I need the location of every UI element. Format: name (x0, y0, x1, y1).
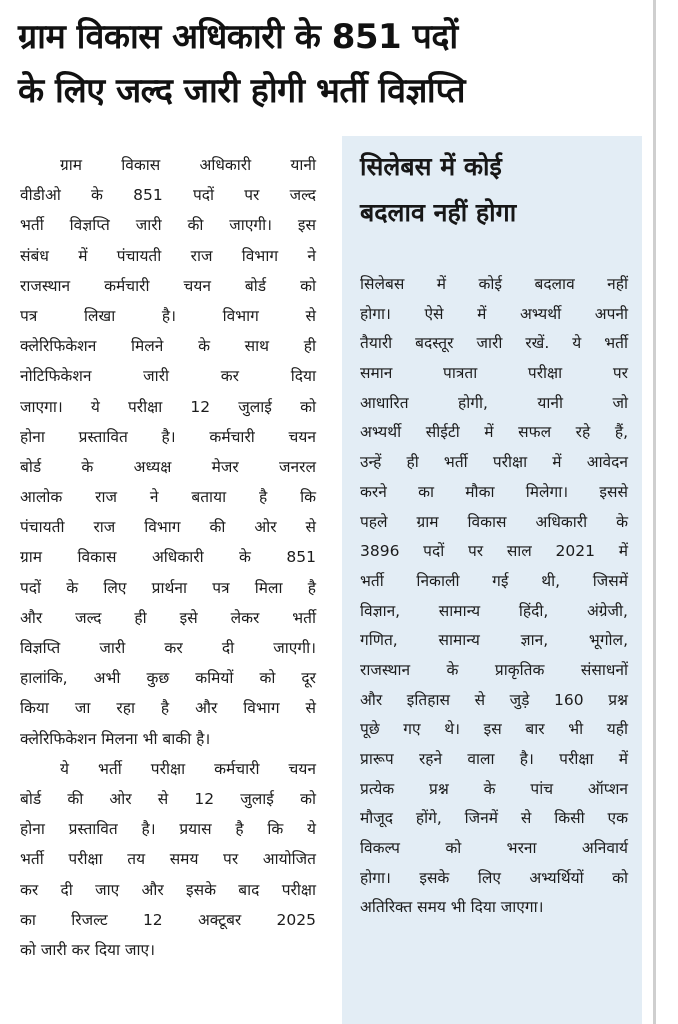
box-line: प्रारूप रहने वाला है। परीक्षा में (360, 750, 628, 768)
box-line: होगा। ऐसे में अभ्यर्थी अपनी (360, 304, 628, 323)
headline-line-2: के लिए जल्द जारी होगी भर्ती विज्ञप्ति (18, 71, 466, 111)
box-line: पूछे गए थे। इस बार भी यही (360, 720, 628, 739)
article-line: बोर्ड की ओर से 12 जुलाई को (20, 789, 316, 808)
box-line: अतिरिक्त समय भी दिया जाएगा। (360, 898, 544, 917)
article-line: को जारी कर दिया जाए। (20, 940, 155, 959)
box-line: पहले ग्राम विकास अधिकारी के (360, 512, 628, 531)
article-line: जाएगा। ये परीक्षा 12 जुलाई को (20, 397, 316, 416)
article-line: ये भर्ती परीक्षा कर्मचारी चयन (60, 759, 316, 778)
article-line: हालांकि, अभी कुछ कमियों को दूर (20, 669, 316, 688)
box-line: मौजूद होंगे, जिनमें से किसी एक (360, 809, 628, 828)
box-title-line-2: बदलाव नहीं होगा (360, 198, 517, 227)
column-divider (653, 0, 656, 1024)
article-line: भर्ती परीक्षा तय समय पर आयोजित (20, 850, 316, 869)
article-line: विज्ञप्ति जारी कर दी जाएगी। (20, 639, 316, 657)
headline (18, 10, 648, 118)
box-line: विज्ञान, सामान्य हिंदी, अंग्रेजी, (360, 601, 628, 620)
box-line: तैयारी बदस्तूर जारी रखें. ये भर्ती (360, 334, 628, 353)
article-line: पंचायती राज विभाग की ओर से (20, 518, 316, 537)
article-line: किया जा रहा है और विभाग से (20, 699, 316, 718)
article-line: राजस्थान कर्मचारी चयन बोर्ड को (20, 276, 316, 295)
box-line: करने का मौका मिलेगा। इससे (360, 482, 628, 501)
box-line: भर्ती निकाली गई थी, जिसमें (360, 571, 628, 590)
box-line: समान पात्रता परीक्षा पर (360, 364, 628, 383)
article-line: भर्ती विज्ञप्ति जारी की जाएगी। इस (20, 216, 316, 235)
article-line: क्लेरिफिकेशन मिलने के साथ ही (20, 337, 316, 356)
article-line: संबंध में पंचायती राज विभाग ने (20, 246, 316, 265)
article-line: आलोक राज ने बताया है कि (20, 488, 316, 507)
article-line: बोर्ड के अध्यक्ष मेजर जनरल (20, 457, 316, 476)
sidebar-box (342, 136, 642, 1024)
box-line: होगा। इसके लिए अभ्यर्थियों को (360, 868, 628, 887)
article-line: पत्र लिखा है। विभाग से (20, 306, 316, 325)
article-line: होना प्रस्तावित है। कर्मचारी चयन (20, 427, 316, 446)
box-line: प्रत्येक प्रश्न के पांच ऑप्शन (360, 779, 628, 798)
article-line: कर दी जाए और इसके बाद परीक्षा (20, 880, 316, 899)
box-line: गणित, सामान्य ज्ञान, भूगोल, (360, 631, 628, 650)
headline-line-1: ग्राम विकास अधिकारी के 851 पदों (18, 17, 458, 57)
article-line: क्लेरिफिकेशन मिलना भी बाकी है। (20, 729, 211, 748)
box-body (360, 270, 628, 923)
box-line: उन्हें ही भर्ती परीक्षा में आवेदन (360, 453, 628, 472)
box-line: आधारित होगी, यानी जो (360, 393, 628, 412)
article-line: का रिजल्ट 12 अक्टूबर 2025 (20, 910, 316, 929)
box-line: 3896 पदों पर साल 2021 में (360, 542, 628, 561)
box-line: और इतिहास से जुड़े 160 प्रश्न (360, 690, 628, 709)
box-line: विकल्प को भरना अनिवार्य (360, 839, 628, 858)
box-line: राजस्थान के प्राकृतिक संसाधनों (360, 660, 628, 679)
article-line: और जल्द ही इसे लेकर भर्ती (20, 608, 316, 627)
article-line: ग्राम विकास अधिकारी के 851 (20, 548, 316, 567)
box-title-line-1: सिलेबस में कोई (360, 152, 502, 181)
article-line: नोटिफिकेशन जारी कर दिया (20, 367, 316, 386)
box-line: सिलेबस में कोई बदलाव नहीं (360, 275, 628, 293)
box-title (360, 144, 630, 236)
box-line: अभ्यर्थी सीईटी में सफल रहे हैं, (360, 423, 628, 442)
article-body-left (20, 150, 316, 1020)
article-line: वीडीओ के 851 पदों पर जल्द (20, 186, 316, 205)
article-line: पदों के लिए प्रार्थना पत्र मिला है (20, 578, 316, 597)
article-line: ग्राम विकास अधिकारी यानी (60, 156, 316, 174)
article-line: होना प्रस्तावित है। प्रयास है कि ये (20, 820, 316, 839)
